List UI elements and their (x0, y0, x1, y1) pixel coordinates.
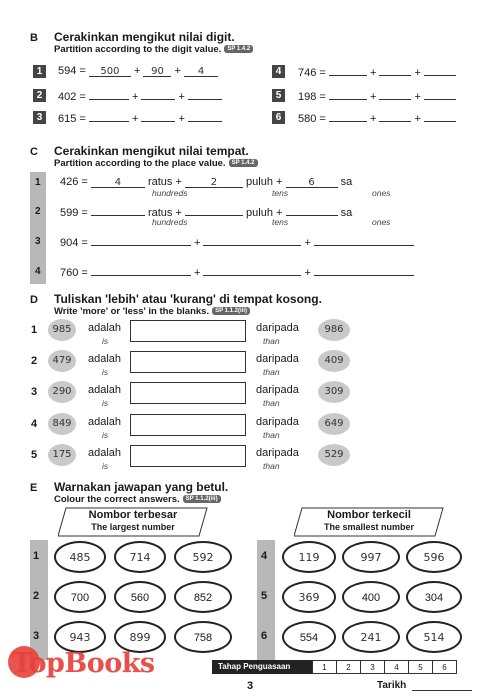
answer-blank[interactable] (203, 235, 301, 246)
ratus-label: ratus (147, 207, 173, 219)
ones-label: ones (372, 188, 391, 198)
is-label: is (102, 367, 109, 377)
second-number: 986 (318, 319, 350, 341)
answer-blank[interactable] (188, 89, 222, 100)
answer-oval[interactable]: 304 (406, 581, 462, 613)
ratus-label: ratus (147, 176, 173, 188)
answer-blank[interactable] (89, 89, 129, 100)
answer-blank[interactable] (314, 265, 414, 276)
section-b-title: Cerakinkan mengikut nilai digit. (54, 30, 235, 44)
daripada-label: daripada (256, 353, 299, 365)
second-number: 409 (318, 350, 350, 372)
answer-oval[interactable]: 852 (174, 581, 232, 613)
answer-blank[interactable]: 2 (185, 177, 243, 188)
answer-blank[interactable] (188, 111, 222, 122)
answer-blank[interactable]: 4 (91, 177, 145, 188)
answer-blank[interactable] (424, 65, 456, 76)
date-blank[interactable] (412, 690, 472, 691)
answer-blank[interactable] (141, 111, 175, 122)
answer-blank[interactable] (91, 235, 191, 246)
answer-blank[interactable] (379, 111, 411, 122)
than-label: than (263, 461, 280, 471)
section-e-subtitle-text: Colour the correct answers. (54, 494, 180, 505)
given-number: 580 (298, 113, 317, 125)
item-number: 4 (272, 65, 285, 78)
second-number: 529 (318, 444, 350, 466)
answer-oval[interactable]: 560 (114, 581, 166, 613)
item-number: 3 (31, 386, 38, 398)
largest-header: Nombor terbesar (88, 509, 178, 521)
sp-badge: SP 1.1.2(iii) (183, 495, 221, 503)
is-label: is (102, 398, 109, 408)
item-number: 1 (33, 65, 46, 78)
answer-oval[interactable]: 899 (114, 621, 166, 653)
answer-oval[interactable]: 119 (282, 541, 336, 573)
answer-blank[interactable] (203, 265, 301, 276)
section-b-letter: B (30, 32, 38, 44)
place-value-row: 426 = 4 ratus + 2 puluh + 6 sa (60, 176, 353, 188)
answer-blank[interactable] (286, 205, 338, 216)
page-number: 3 (247, 680, 254, 692)
date-label: Tarikh (377, 680, 407, 691)
item-number: 2 (35, 206, 41, 217)
largest-subheader: The largest number (91, 522, 175, 532)
level-cell[interactable]: 1 (313, 661, 337, 674)
adalah-label: adalah (88, 384, 122, 396)
mastery-label: Tahap Penguasaan (212, 660, 312, 674)
first-number: 985 (48, 319, 76, 341)
item-number: 3 (33, 111, 46, 124)
answer-blank[interactable] (379, 65, 411, 76)
first-number: 479 (48, 350, 76, 372)
item-number: 2 (31, 355, 38, 367)
answer-blank[interactable] (91, 265, 191, 276)
sp-badge: SP 1.1.2(iii) (212, 307, 250, 315)
item-number: 6 (261, 630, 268, 642)
tens-label: tens (272, 217, 289, 227)
given-number: 904 (60, 237, 79, 249)
second-number: 309 (318, 381, 350, 403)
answer-oval[interactable]: 700 (54, 581, 106, 613)
answer-oval[interactable]: 943 (54, 621, 106, 653)
item-number: 5 (272, 89, 285, 102)
than-label: than (263, 430, 280, 440)
more-less-input[interactable] (130, 351, 246, 373)
answer-blank[interactable] (379, 89, 411, 100)
partition-row: 615 = + + (58, 111, 222, 125)
item-number: 5 (31, 449, 38, 461)
item-number: 4 (35, 266, 41, 277)
is-label: is (102, 336, 109, 346)
more-less-input[interactable] (130, 445, 246, 467)
daripada-label: daripada (256, 322, 299, 334)
sp-badge: SP 1.4.2 (224, 45, 253, 53)
section-b-subtitle (54, 44, 253, 55)
daripada-label: daripada (256, 447, 299, 459)
place-value-row: 760 = + + (60, 265, 414, 279)
answer-oval[interactable]: 241 (342, 621, 400, 653)
item-number: 2 (33, 89, 46, 102)
section-c-subtitle (54, 158, 258, 169)
partition-row: 402 = + + (58, 89, 222, 103)
second-number: 649 (318, 413, 350, 435)
level-cell[interactable]: 4 (385, 661, 409, 674)
answer-blank[interactable] (314, 235, 414, 246)
adalah-label: adalah (88, 447, 122, 459)
than-label: than (263, 367, 280, 377)
adalah-label: adalah (88, 322, 122, 334)
answer-oval[interactable]: 554 (282, 621, 336, 653)
sa-label: sa (340, 176, 353, 188)
section-c-subtitle-text: Partition according to the place value. (54, 158, 226, 169)
hundreds-label: hundreds (152, 217, 188, 227)
given-number: 402 (58, 91, 77, 103)
answer-oval[interactable]: 997 (342, 541, 400, 573)
answer-blank[interactable] (91, 205, 145, 216)
answer-oval[interactable]: 369 (282, 581, 336, 613)
answer-oval[interactable]: 596 (406, 541, 462, 573)
is-label: is (102, 430, 109, 440)
section-e-letter: E (30, 482, 38, 494)
partition-row: 198 = + + (298, 89, 456, 103)
answer-oval[interactable]: 758 (174, 621, 232, 653)
item-number: 4 (31, 418, 38, 430)
section-d-title: Tuliskan 'lebih' atau 'kurang' di tempat kosong. (54, 292, 322, 306)
item-number: 4 (261, 550, 268, 562)
answer-oval[interactable]: 400 (342, 581, 400, 613)
item-number: 6 (272, 111, 285, 124)
item-number: 1 (35, 177, 41, 188)
puluh-label: puluh (246, 176, 273, 188)
answer-blank[interactable] (185, 205, 243, 216)
answer-blank[interactable] (424, 89, 456, 100)
sa-label: sa (340, 207, 353, 219)
answer-oval[interactable]: 714 (114, 541, 166, 573)
more-less-input[interactable] (130, 382, 246, 404)
given-number: 198 (298, 91, 317, 103)
answer-blank[interactable] (329, 65, 367, 76)
given-number: 615 (58, 113, 77, 125)
topbooks-logo: TopBooks (12, 648, 155, 679)
partition-row: 594 = 500 + 90 + 4 (58, 65, 218, 77)
answer-blank[interactable]: 4 (184, 66, 218, 77)
answer-blank[interactable]: 90 (143, 66, 171, 77)
smallest-header: Nombor terkecil (327, 509, 411, 521)
adalah-label: adalah (88, 353, 122, 365)
answer-oval[interactable]: 514 (406, 621, 462, 653)
level-cell[interactable]: 6 (433, 661, 457, 674)
given-number: 594 (58, 65, 77, 77)
puluh-label: puluh (246, 207, 273, 219)
tens-label: tens (272, 188, 289, 198)
ones-label: ones (372, 217, 391, 227)
given-number: 760 (60, 267, 79, 279)
sp-badge: SP 1.4.2 (229, 159, 258, 167)
first-number: 175 (48, 444, 76, 466)
answer-oval[interactable]: 485 (54, 541, 106, 573)
section-c-title: Cerakinkan mengikut nilai tempat. (54, 144, 249, 158)
item-number: 2 (33, 590, 40, 602)
partition-row: 580 = + + (298, 111, 456, 125)
adalah-label: adalah (88, 416, 122, 428)
answer-blank[interactable] (329, 111, 367, 122)
than-label: than (263, 336, 280, 346)
first-number: 290 (48, 381, 76, 403)
answer-blank[interactable] (424, 111, 456, 122)
hundreds-label: hundreds (152, 188, 188, 198)
first-number: 849 (48, 413, 76, 435)
given-number: 426 (60, 176, 79, 188)
item-number: 5 (261, 590, 268, 602)
more-less-input[interactable] (130, 320, 246, 342)
daripada-label: daripada (256, 384, 299, 396)
section-e-title: Warnakan jawapan yang betul. (54, 480, 229, 494)
more-less-input[interactable] (130, 414, 246, 436)
section-d-letter: D (30, 294, 38, 306)
item-number: 1 (31, 324, 38, 336)
section-d-subtitle (54, 306, 250, 317)
section-d-subtitle-text: Write 'more' or 'less' in the blanks. (54, 306, 210, 317)
partition-row: 746 = + + (298, 65, 456, 79)
given-number: 599 (60, 207, 79, 219)
place-value-row: 599 = ratus + puluh + sa (60, 207, 353, 219)
is-label: is (102, 461, 109, 471)
answer-blank[interactable]: 6 (286, 177, 338, 188)
item-number: 1 (33, 550, 40, 562)
level-cell[interactable]: 2 (337, 661, 361, 674)
mastery-levels (312, 660, 457, 674)
item-number: 3 (35, 236, 41, 247)
answer-blank[interactable]: 500 (89, 66, 131, 77)
level-cell[interactable]: 5 (409, 661, 433, 674)
item-number: 3 (33, 630, 40, 642)
answer-oval[interactable]: 592 (174, 541, 232, 573)
answer-blank[interactable] (141, 89, 175, 100)
given-number: 746 (298, 67, 317, 79)
smallest-subheader: The smallest number (323, 522, 415, 532)
answer-blank[interactable] (89, 111, 129, 122)
than-label: than (263, 398, 280, 408)
section-c-letter: C (30, 146, 38, 158)
answer-blank[interactable] (329, 89, 367, 100)
section-e-subtitle (54, 494, 221, 505)
place-value-row: 904 = + + (60, 235, 414, 249)
level-cell[interactable]: 3 (361, 661, 385, 674)
daripada-label: daripada (256, 416, 299, 428)
section-b-subtitle-text: Partition according to the digit value. (54, 44, 222, 55)
